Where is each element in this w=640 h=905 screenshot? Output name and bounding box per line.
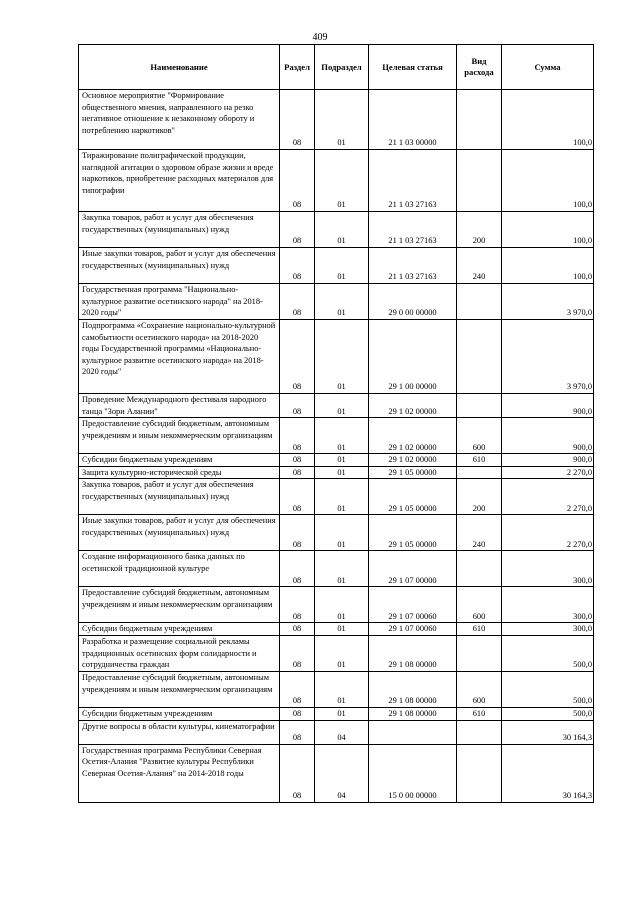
table-row <box>79 394 594 418</box>
cell-subsection: 01 <box>315 635 369 671</box>
cell-type <box>457 284 502 320</box>
cell-name: Субсидии бюджетным учреждениям <box>79 623 280 636</box>
cell-type: 240 <box>457 515 502 551</box>
cell-type: 600 <box>457 418 502 454</box>
cell-subsection: 01 <box>315 515 369 551</box>
cell-target: 29 1 07 00000 <box>369 551 457 587</box>
header-subsection: Подраздел <box>315 45 369 90</box>
table-row <box>79 150 594 212</box>
cell-sum: 100,0 <box>502 90 594 150</box>
cell-target: 29 1 02 00000 <box>369 418 457 454</box>
cell-subsection: 01 <box>315 320 369 394</box>
cell-name: Субсидии бюджетным учреждениям <box>79 707 280 720</box>
cell-target: 29 1 02 00000 <box>369 394 457 418</box>
cell-name: Государственная программа "Национально-культурное развитие осетинского народа" на 2018-2020 годы" <box>79 284 280 320</box>
table-row <box>79 707 594 720</box>
cell-name: Предоставление субсидий бюджетным, автономным учреждениям и иным некоммерческим организациям <box>79 671 280 707</box>
cell-type <box>457 320 502 394</box>
cell-target: 21 1 03 00000 <box>369 90 457 150</box>
table-row <box>79 320 594 394</box>
cell-type <box>457 90 502 150</box>
cell-target: 29 0 00 00000 <box>369 284 457 320</box>
table-row <box>79 515 594 551</box>
cell-subsection: 01 <box>315 551 369 587</box>
cell-sum: 300,0 <box>502 551 594 587</box>
cell-name: Другие вопросы в области культуры, кинематографии <box>79 720 280 744</box>
cell-name: Закупка товаров, работ и услуг для обеспечения государственных (муниципальных) нужд <box>79 479 280 515</box>
cell-subsection: 01 <box>315 623 369 636</box>
cell-name: Подпрограмма «Сохранение национально-культурной самобытности осетинского народа» на 2018-2020 годы Государственной программы «Национально-культурное развитие осетинского народа» на 2018-2020 годы" <box>79 320 280 394</box>
table-row <box>79 248 594 284</box>
cell-sum: 500,0 <box>502 635 594 671</box>
cell-subsection: 01 <box>315 671 369 707</box>
header-type: Вид расхода <box>457 45 502 90</box>
cell-sum: 2 270,0 <box>502 479 594 515</box>
cell-section: 08 <box>280 635 315 671</box>
cell-name: Разработка и размещение социальной рекламы традиционных осетинских форм солидарности и сотрудничества граждан <box>79 635 280 671</box>
cell-name: Закупка товаров, работ и услуг для обеспечения государственных (муниципальных) нужд <box>79 212 280 248</box>
cell-target: 29 1 00 00000 <box>369 320 457 394</box>
table-row <box>79 212 594 248</box>
cell-section: 08 <box>280 320 315 394</box>
table-row <box>79 623 594 636</box>
table-row <box>79 635 594 671</box>
cell-section: 08 <box>280 744 315 802</box>
cell-sum: 3 970,0 <box>502 320 594 394</box>
cell-sum: 30 164,3 <box>502 744 594 802</box>
cell-sum: 900,0 <box>502 394 594 418</box>
cell-section: 08 <box>280 150 315 212</box>
cell-sum: 2 270,0 <box>502 466 594 479</box>
cell-target: 15 0 00 00000 <box>369 744 457 802</box>
cell-sum: 3 970,0 <box>502 284 594 320</box>
cell-section: 08 <box>280 707 315 720</box>
cell-sum: 900,0 <box>502 454 594 467</box>
cell-target: 29 1 08 00000 <box>369 707 457 720</box>
cell-subsection: 01 <box>315 454 369 467</box>
cell-target <box>369 720 457 744</box>
cell-section: 08 <box>280 587 315 623</box>
cell-name: Предоставление субсидий бюджетным, автономным учреждениям и иным некоммерческим организациям <box>79 418 280 454</box>
cell-subsection: 01 <box>315 212 369 248</box>
cell-target: 29 1 08 00000 <box>369 671 457 707</box>
table-header-row <box>79 45 594 90</box>
cell-target: 29 1 05 00000 <box>369 466 457 479</box>
cell-name: Иные закупки товаров, работ и услуг для обеспечения государственных (муниципальных) нужд <box>79 248 280 284</box>
table-row <box>79 284 594 320</box>
cell-section: 08 <box>280 212 315 248</box>
cell-type: 240 <box>457 248 502 284</box>
cell-type: 610 <box>457 454 502 467</box>
table-row <box>79 587 594 623</box>
cell-section: 08 <box>280 720 315 744</box>
cell-type: 610 <box>457 623 502 636</box>
table-body <box>79 90 594 803</box>
header-target: Целевая статья <box>369 45 457 90</box>
cell-name: Создание информационного банка данных по осетинской традиционной культуре <box>79 551 280 587</box>
cell-section: 08 <box>280 90 315 150</box>
cell-section: 08 <box>280 551 315 587</box>
cell-target: 29 1 07 00060 <box>369 587 457 623</box>
page-number: 409 <box>312 32 328 43</box>
cell-name: Защита культурно-исторической среды <box>79 466 280 479</box>
cell-subsection: 01 <box>315 466 369 479</box>
cell-target: 29 1 05 00000 <box>369 479 457 515</box>
cell-subsection: 01 <box>315 150 369 212</box>
cell-sum: 500,0 <box>502 671 594 707</box>
table-row <box>79 454 594 467</box>
cell-sum: 100,0 <box>502 150 594 212</box>
cell-target: 29 1 08 00000 <box>369 635 457 671</box>
cell-target: 29 1 07 00060 <box>369 623 457 636</box>
table-row <box>79 418 594 454</box>
cell-name: Иные закупки товаров, работ и услуг для обеспечения государственных (муниципальных) нужд <box>79 515 280 551</box>
cell-section: 08 <box>280 479 315 515</box>
cell-subsection: 01 <box>315 707 369 720</box>
table-row <box>79 479 594 515</box>
budget-table <box>78 44 594 803</box>
cell-section: 08 <box>280 248 315 284</box>
cell-target: 21 1 03 27163 <box>369 212 457 248</box>
header-sum: Сумма <box>502 45 594 90</box>
cell-type: 600 <box>457 587 502 623</box>
cell-name: Субсидии бюджетным учреждениям <box>79 454 280 467</box>
cell-subsection: 01 <box>315 394 369 418</box>
header-name: Наименование <box>79 45 280 90</box>
cell-sum: 30 164,3 <box>502 720 594 744</box>
table-row <box>79 466 594 479</box>
cell-subsection: 01 <box>315 90 369 150</box>
cell-subsection: 01 <box>315 587 369 623</box>
cell-sum: 300,0 <box>502 623 594 636</box>
cell-sum: 2 270,0 <box>502 515 594 551</box>
cell-type: 200 <box>457 212 502 248</box>
cell-type: 600 <box>457 671 502 707</box>
cell-section: 08 <box>280 515 315 551</box>
cell-sum: 300,0 <box>502 587 594 623</box>
cell-section: 08 <box>280 284 315 320</box>
cell-section: 08 <box>280 623 315 636</box>
cell-subsection: 04 <box>315 720 369 744</box>
cell-type: 610 <box>457 707 502 720</box>
cell-name: Предоставление субсидий бюджетным, автономным учреждениям и иным некоммерческим организациям <box>79 587 280 623</box>
cell-target: 29 1 02 00000 <box>369 454 457 467</box>
cell-subsection: 04 <box>315 744 369 802</box>
table-row <box>79 90 594 150</box>
cell-section: 08 <box>280 466 315 479</box>
cell-type <box>457 720 502 744</box>
cell-type <box>457 551 502 587</box>
cell-type <box>457 394 502 418</box>
table-row <box>79 551 594 587</box>
table-row <box>79 671 594 707</box>
cell-section: 08 <box>280 394 315 418</box>
cell-sum: 500,0 <box>502 707 594 720</box>
table-row <box>79 720 594 744</box>
cell-section: 08 <box>280 418 315 454</box>
cell-subsection: 01 <box>315 479 369 515</box>
table-row <box>79 744 594 802</box>
cell-target: 21 1 03 27163 <box>369 248 457 284</box>
cell-type <box>457 744 502 802</box>
cell-type <box>457 466 502 479</box>
cell-name: Тиражирование полиграфической продукции, наглядной агитации о здоровом образе жизни и вреде наркотиков, приобретение расходных материалов для типографии <box>79 150 280 212</box>
cell-subsection: 01 <box>315 248 369 284</box>
cell-name: Основное мероприятие "Формирование общественного мнения, направленного на резко негативное отношение к незаконному обороту и потреблению наркотиков" <box>79 90 280 150</box>
cell-sum: 100,0 <box>502 248 594 284</box>
cell-type <box>457 150 502 212</box>
cell-type <box>457 635 502 671</box>
cell-subsection: 01 <box>315 418 369 454</box>
cell-subsection: 01 <box>315 284 369 320</box>
cell-type: 200 <box>457 479 502 515</box>
cell-target: 29 1 05 00000 <box>369 515 457 551</box>
header-section: Раздел <box>280 45 315 90</box>
cell-name: Государственная программа Республики Северная Осетия-Алания "Развитие культуры Республики Северная Осетия-Алания" на 2014-2018 годы <box>79 744 280 802</box>
cell-section: 08 <box>280 671 315 707</box>
cell-target: 21 1 03 27163 <box>369 150 457 212</box>
cell-section: 08 <box>280 454 315 467</box>
cell-sum: 100,0 <box>502 212 594 248</box>
cell-sum: 900,0 <box>502 418 594 454</box>
cell-name: Проведение Международного фестиваля народного танца "Зори Алании" <box>79 394 280 418</box>
